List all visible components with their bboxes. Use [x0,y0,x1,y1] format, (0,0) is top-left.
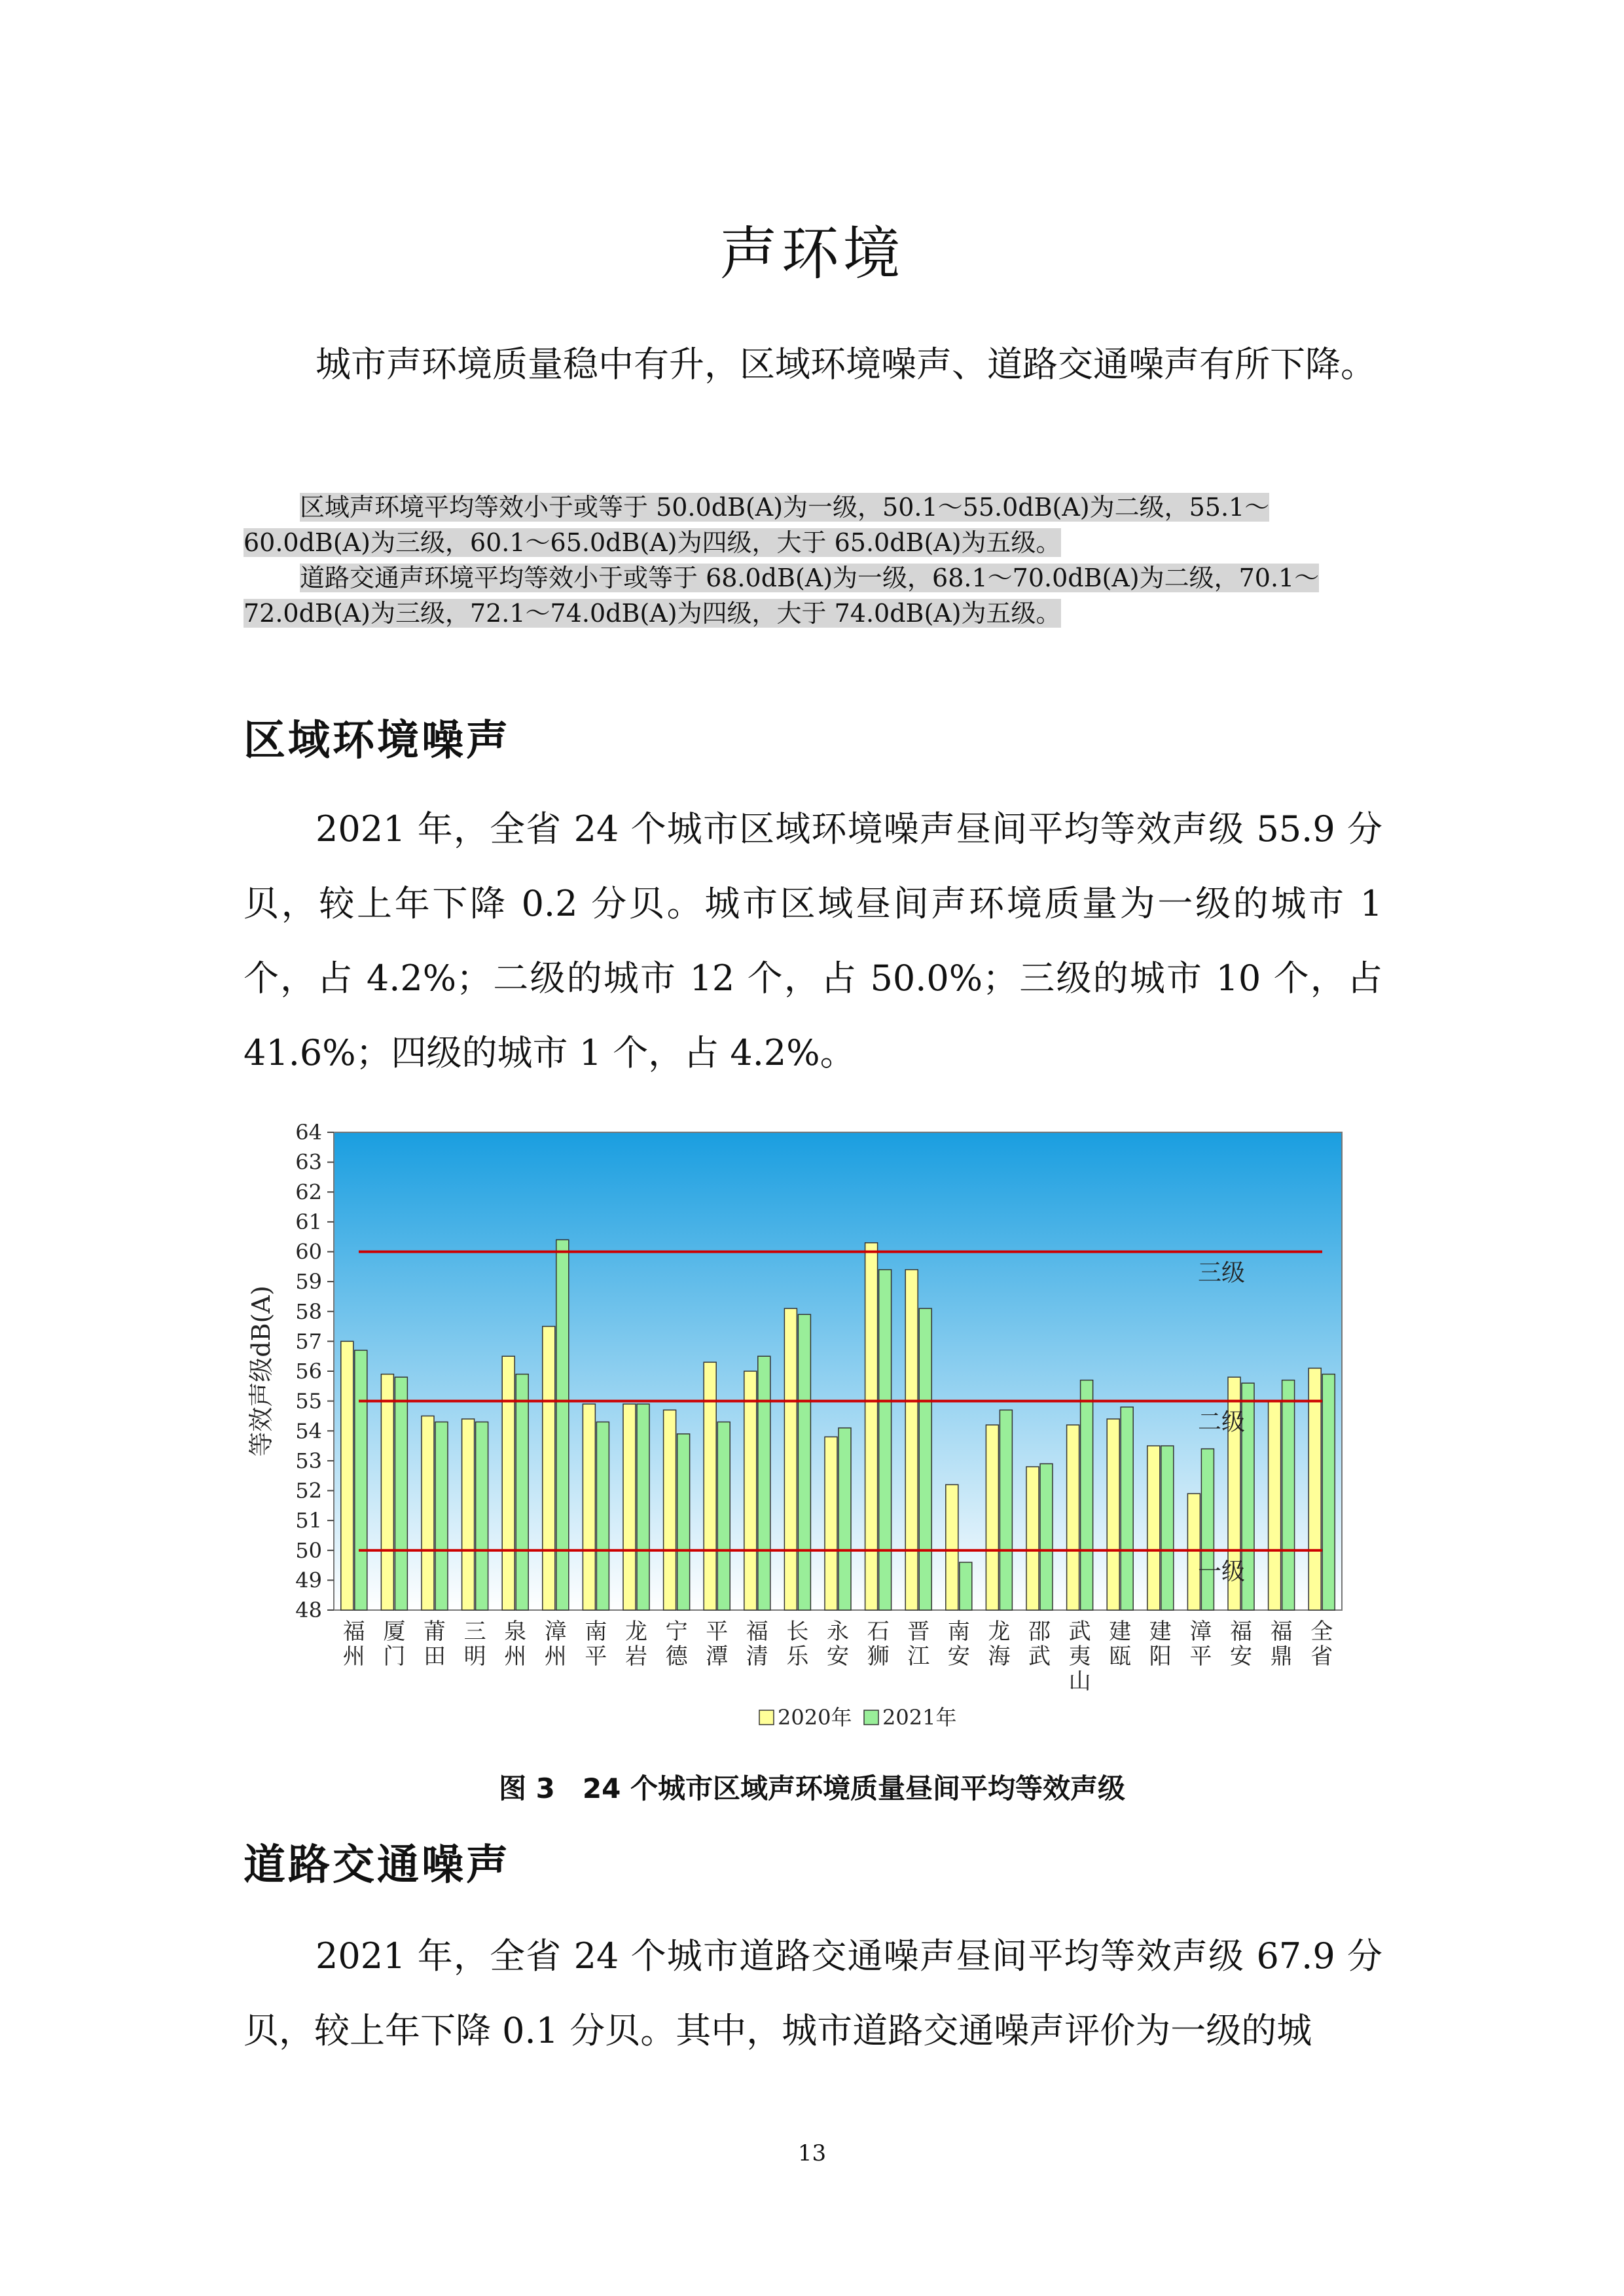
x-category-label: 南平 [585,1619,607,1670]
bar-2021 [1000,1410,1012,1610]
figure-caption: 图 3 24 个城市区域声环境质量昼间平均等效声级 [499,1772,1125,1804]
x-category-label: 泉州 [504,1619,527,1670]
x-category-label: 建阳 [1149,1619,1172,1670]
bar-2020 [1107,1419,1119,1610]
reference-line-label: 一级 [1198,1558,1246,1585]
y-axis-label: 等效声级dB(A) [247,1285,276,1457]
section-heading-traffic: 道路交通噪声 [244,1841,511,1890]
y-tick-label: 51 [295,1508,322,1534]
bar-2021 [355,1350,367,1610]
x-category-label: 邵武 [1028,1619,1051,1670]
bar-2021 [960,1562,972,1610]
bar-2021 [839,1428,851,1610]
bar-2020 [784,1308,797,1610]
bar-2020 [583,1404,595,1610]
x-category-label: 永安 [827,1619,849,1670]
y-tick-label: 63 [295,1149,322,1175]
bar-2020 [905,1270,918,1610]
y-tick-label: 62 [295,1179,322,1205]
bar-2020 [704,1362,716,1610]
y-tick-label: 56 [295,1359,322,1384]
y-tick-label: 55 [295,1388,322,1414]
note-regional: 区域声环境平均等效小于或等于 50.0dB(A)为一级，50.1～55.0dB(A)为二级，55.1～60.0dB(A)为三级，60.1～65.0dB(A)为四级，大于 65.0dB(A)为五级。 [244,493,1270,557]
x-category-label: 武夷山 [1068,1619,1091,1695]
bar-2021 [1161,1446,1174,1610]
bar-2020 [543,1327,555,1610]
x-category-label: 石狮 [867,1619,890,1670]
bar-2021 [556,1240,569,1610]
y-tick-label: 52 [295,1478,322,1503]
legend-swatch [759,1710,774,1725]
x-category-label: 福安 [1230,1619,1252,1670]
grading-notes [244,490,1382,631]
bar-2021 [596,1422,609,1610]
bar-2020 [1187,1494,1200,1610]
x-category-label: 厦门 [383,1619,406,1670]
section-heading-regional: 区域环境噪声 [244,717,511,765]
x-category-label: 福清 [746,1619,768,1670]
bar-2021 [919,1308,931,1610]
x-category-label: 晋江 [907,1619,930,1670]
bar-2021 [395,1377,407,1610]
bar-2021 [1040,1463,1053,1610]
section-text-traffic: 2021 年，全省 24 个城市道路交通噪声昼间平均等效声级 67.9 分贝，较上年下降 0.1 分贝。其中，城市道路交通噪声评价为一级的城 [244,1935,1382,2051]
reference-line-label: 三级 [1198,1259,1246,1287]
y-tick-label: 58 [295,1299,322,1324]
bar-2021 [1282,1380,1295,1610]
x-category-label: 莆田 [424,1619,446,1670]
y-tick-label: 59 [295,1269,322,1295]
x-category-label: 南安 [947,1619,970,1670]
x-category-label: 宁德 [665,1619,688,1670]
bar-2020 [1147,1446,1160,1610]
bar-2021 [637,1404,649,1610]
x-category-label: 龙岩 [625,1619,647,1670]
bar-2021 [1121,1407,1133,1610]
y-tick-label: 61 [295,1209,322,1234]
note-traffic: 道路交通声环境平均等效小于或等于 68.0dB(A)为一级，68.1～70.0dB(A)为二级，70.1～72.0dB(A)为三级，72.1～74.0dB(A)为四级，大于 74.0dB(A)为五级。 [244,564,1320,628]
y-tick-label: 54 [295,1418,322,1444]
legend-label: 2020年 [778,1705,852,1730]
noise-bar-chart [236,1106,1388,1754]
x-category-label: 福州 [342,1619,365,1670]
legend-label: 2021年 [882,1705,957,1730]
bar-2021 [758,1356,770,1610]
y-tick-label: 64 [295,1120,322,1145]
y-tick-label: 53 [295,1448,322,1473]
y-tick-label: 57 [295,1329,322,1354]
y-tick-label: 48 [295,1598,322,1623]
bar-2020 [381,1374,393,1610]
x-category-label: 龙海 [988,1619,1011,1670]
bar-2020 [341,1341,353,1610]
section-text-regional: 2021 年，全省 24 个城市区域环境噪声昼间平均等效声级 55.9 分贝，较上年下降 0.2 分贝。城市区域昼间声环境质量为一级的城市 1 个，占 4.2%；二级的城市 12 个，占 50.0%；三级的城市 10 个，占 41.6%；四级的城市 1 个，占 4.2%。 [244,808,1382,1073]
bar-2020 [744,1371,757,1610]
bar-2020 [664,1410,676,1610]
bar-2020 [502,1356,514,1610]
bar-2020 [1269,1401,1281,1610]
bar-2021 [516,1374,528,1610]
bar-2021 [1081,1380,1093,1610]
x-category-label: 漳平 [1189,1619,1212,1670]
bar-2020 [1026,1467,1039,1610]
bar-2020 [865,1243,878,1610]
bar-2020 [825,1437,837,1610]
bar-2021 [1201,1449,1214,1610]
bar-2021 [677,1434,690,1610]
bar-2021 [798,1314,810,1610]
bar-2021 [879,1270,892,1610]
page-number: 13 [797,2140,827,2166]
reference-line-label: 二级 [1198,1408,1246,1436]
intro-paragraph: 城市声环境质量稳中有升，区域环境噪声、道路交通噪声有所下降。 [316,344,1376,385]
bar-2021 [1322,1374,1335,1610]
bar-2021 [435,1422,448,1610]
y-tick-label: 50 [295,1537,322,1563]
bar-2020 [946,1484,958,1610]
y-tick-label: 49 [295,1568,322,1593]
bar-2021 [476,1422,488,1610]
bar-2020 [986,1425,998,1610]
x-category-label: 全省 [1310,1619,1333,1670]
x-category-label: 福鼎 [1270,1619,1293,1670]
x-category-label: 三明 [463,1619,486,1670]
bar-2020 [422,1416,434,1610]
x-category-label: 建瓯 [1109,1619,1132,1670]
x-category-label: 平潭 [706,1619,729,1670]
bar-2020 [1067,1425,1079,1610]
bar-2020 [1308,1368,1321,1610]
y-tick-label: 60 [295,1239,322,1265]
bar-2020 [623,1404,636,1610]
x-category-label: 漳州 [544,1619,567,1670]
chart-svg [236,1106,1388,1754]
page-title: 声环境 [719,220,905,287]
bar-2021 [717,1422,730,1610]
bar-2020 [462,1419,475,1610]
x-category-label: 长乐 [786,1619,809,1670]
legend-swatch [864,1710,878,1725]
